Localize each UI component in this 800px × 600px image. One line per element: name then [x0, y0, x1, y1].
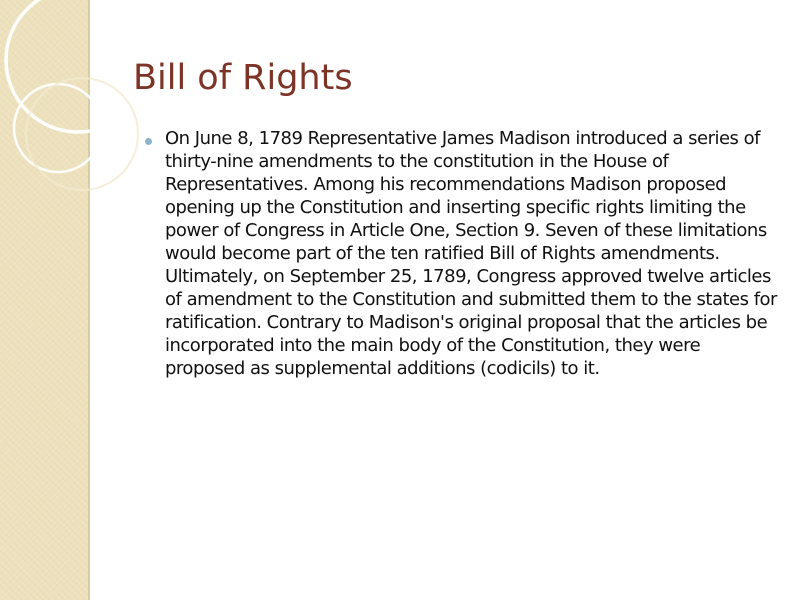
slide-title: Bill of Rights	[133, 58, 353, 98]
bullet-dot-icon	[145, 138, 152, 145]
sidebar-texture	[0, 0, 88, 600]
bullet-list	[145, 127, 785, 380]
bullet-item	[145, 127, 785, 380]
bullet-text: On June 8, 1789 Representative James Madison introduced a series of thirty-nine amendments to the constitution in the House of Representatives. Among his recommendations Madison proposed opening up the Constitution and inserting specific rights limiting the power of Congress in Article One, Section 9. Seven of these limitations would become part of the ten ratified Bill of Rights amendments. Ultimately, on September 25, 1789, Congress approved twelve articles of amendment to the Constitution and submitted them to the states for ratification. Contrary to Madison's original proposal that the articles be incorporated into the main body of the Constitution, they were proposed as supplemental additions (codicils) to it.	[165, 128, 777, 379]
sidebar-edge	[88, 0, 90, 600]
